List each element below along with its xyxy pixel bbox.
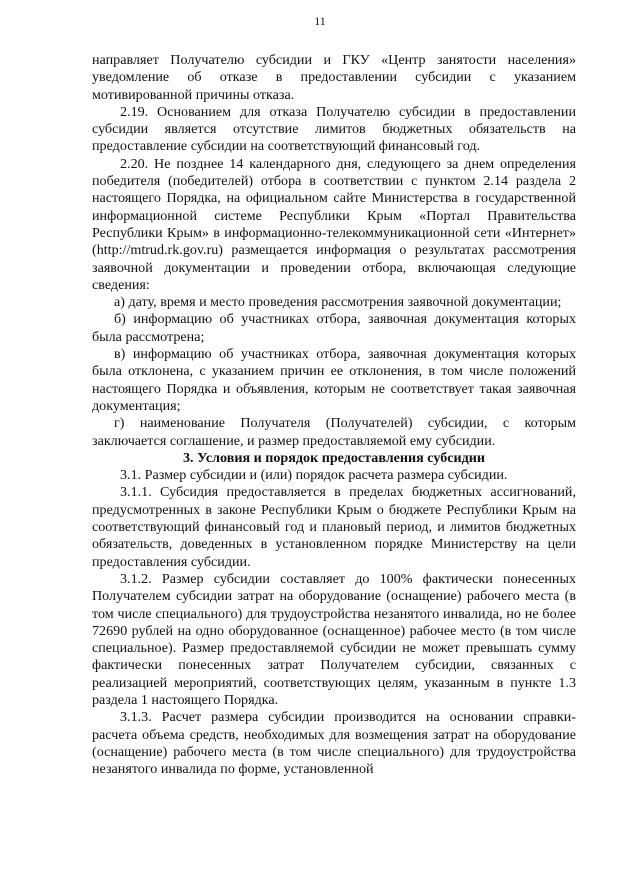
page-number: 11 bbox=[314, 14, 326, 28]
list-item-a: а) дату, время и место проведения рассмотрения заявочной документации; bbox=[114, 294, 562, 311]
paragraph-2-19: 2.19. Основанием для отказа Получателю субсидии в предоставлении субсидии является отсутствие лимитов бюджетных обязательств на предоставление субсидии на соответствующий финансовый год. bbox=[92, 103, 576, 155]
paragraph-3-1-2: 3.1.2. Размер субсидии составляет до 100% фактически понесенных Получателем субсидии затрат на оборудование (оснащение) рабочего места (в том числе специального) для трудоустройства незанятого инвалида, но не более 72690 рублей на одно оборудованное (оснащенное) рабочее место (в том числе специальное). Размер предоставляемой субсидии не может превышать сумму фактически понесенных затрат Получателем субсидии, связанных с реализацией мероприятий, соответствующих целям, указанным в пункте 1.3 раздела 1 настоящего Порядка. bbox=[92, 570, 576, 708]
paragraph-3-1: 3.1. Размер субсидии и (или) порядок расчета размера субсидии. bbox=[120, 467, 508, 484]
paragraph-2-20: 2.20. Не позднее 14 календарного дня, следующего за днем определения победителя (победителей) отбора в соответствии с пунктом 2.14 раздела 2 настоящего Порядка, на официальном сайте Министерства в государственной информационной системе Республики Крым «Портал Правительства Республики Крым» в информационно-телекоммуникационной сети «Интернет» (http://mtrud.rk.gov.ru) размещается информация о результатах рассмотрения заявочной документации и проведении отбора, включающая следующие сведения: bbox=[92, 155, 576, 293]
list-item-v: в) информацию об участниках отбора, заявочная документация которых была отклонена, с указанием причин ее отклонения, в том числе положений настоящего Порядка и объявления, которым не соответствует такая заявочная документация; bbox=[92, 346, 576, 414]
paragraph-3-1-3: 3.1.3. Расчет размера субсидии производится на основании справки-расчета объема средств, необходимых для возмещения затрат на оборудование (оснащение) рабочего места (в том числе специального) для трудоустройства незанятого инвалида по форме, установленной bbox=[92, 709, 576, 778]
document-body bbox=[92, 52, 576, 778]
list-item-b: б) информацию об участниках отбора, заявочная документация которых была рассмотрена; bbox=[92, 311, 576, 345]
paragraph-3-1-1: 3.1.1. Субсидия предоставляется в пределах бюджетных ассигнований, предусмотренных в законе Республики Крым о бюджете Республики Крым на соответствующий финансовый год и плановый период, и лимитов бюджетных обязательств, доведенных в установленном порядке Министерству на цели предоставления субсидии. bbox=[92, 484, 576, 570]
section-heading: 3. Условия и порядок предоставления субсидии bbox=[182, 449, 486, 466]
list-item-g: г) наименование Получателя (Получателей) субсидии, с которым заключается соглашение, и размер предоставляемой ему субсидии. bbox=[92, 415, 576, 449]
paragraph-refusal-notice: направляет Получателю субсидии и ГКУ «Центр занятости населения» уведомление об отказе в предоставлении субсидии с указанием мотивированной причины отказа. bbox=[92, 52, 576, 103]
